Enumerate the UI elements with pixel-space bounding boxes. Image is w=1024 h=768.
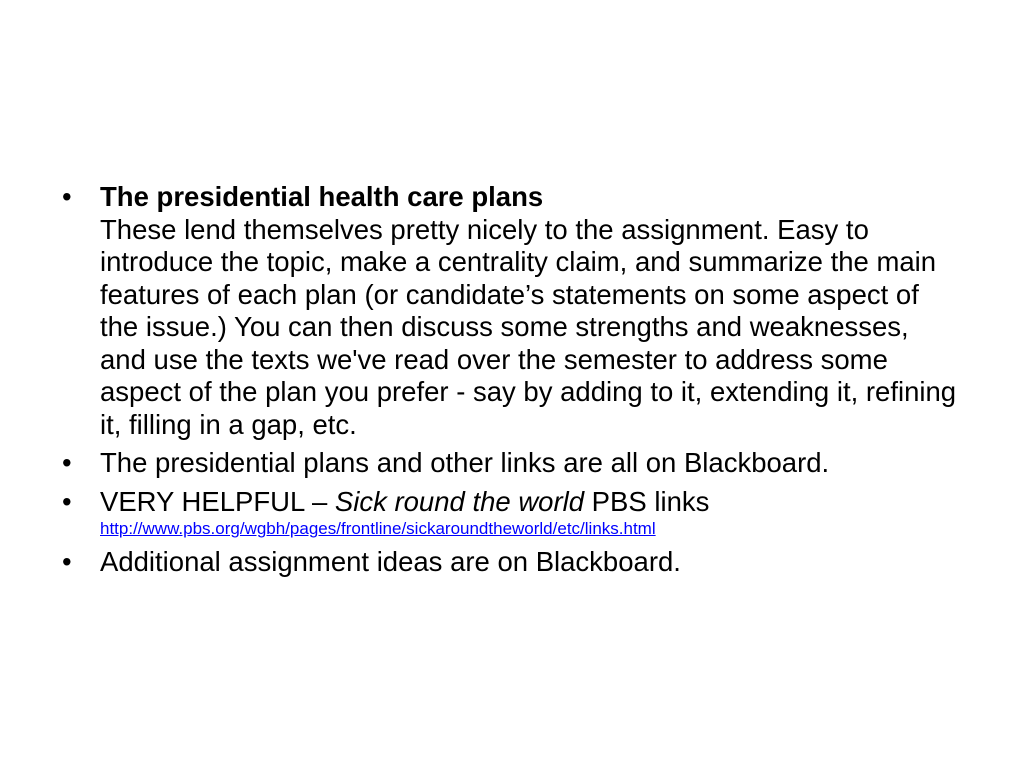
bullet-marker: • bbox=[62, 546, 72, 577]
bullet-italic-title: Sick round the world bbox=[334, 485, 585, 517]
bullet-item-plans-on-blackboard bbox=[62, 447, 962, 480]
bullet-text: These lend themselves pretty nicely to the assignment. Easy to introduce the topic, make a centrality claim, and summarize the main features of each plan (or candidate’s statements on some aspect of the issue.) You can then discuss some strengths and weaknesses, and use the texts we've read over the semester to address some aspect of the plan you prefer - say by adding to it, extending it, refining it, filling in a gap, etc. bbox=[100, 213, 957, 440]
bullet-prefix: VERY HELPFUL – bbox=[100, 485, 335, 517]
bullet-marker: • bbox=[62, 485, 72, 517]
bullet-item-very-helpful bbox=[62, 486, 962, 541]
pbs-links-link[interactable]: http://www.pbs.org/wgbh/pages/frontline/sickaroundtheworld/etc/links.html bbox=[100, 519, 656, 538]
bullet-text: The presidential plans and other links are all on Blackboard. bbox=[100, 447, 830, 478]
bullet-item-additional-ideas bbox=[62, 546, 962, 579]
bullet-marker: • bbox=[62, 447, 72, 478]
bullet-title: The presidential health care plans bbox=[100, 181, 544, 212]
bullet-text-line bbox=[100, 486, 962, 519]
link-line bbox=[100, 518, 962, 540]
bullet-marker: • bbox=[62, 181, 72, 212]
bullet-list bbox=[62, 181, 962, 585]
bullet-text: Additional assignment ideas are on Blackboard. bbox=[100, 546, 681, 577]
bullet-item-health-care-plans bbox=[62, 181, 962, 441]
bullet-suffix: PBS links bbox=[584, 485, 710, 517]
